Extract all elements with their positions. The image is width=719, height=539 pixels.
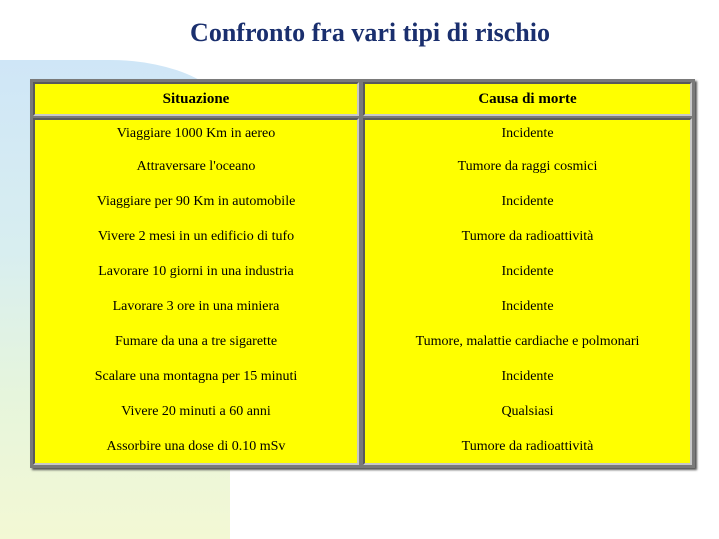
column-situazione bbox=[33, 118, 359, 465]
table-cell-situazione: Lavorare 3 ore in una miniera bbox=[112, 299, 280, 314]
table-cell-situazione: Fumare da una a tre sigarette bbox=[114, 334, 278, 349]
table-cell-causa: Incidente bbox=[501, 299, 554, 314]
table-cell-situazione: Vivere 2 mesi in un edificio di tufo bbox=[97, 229, 295, 244]
table-cell-situazione: Attraversare l'oceano bbox=[136, 159, 256, 174]
table-cell-situazione: Viaggiare 1000 Km in aereo bbox=[116, 126, 276, 141]
header-causa: Causa di morte bbox=[363, 82, 692, 116]
table-cell-causa: Tumore da raggi cosmici bbox=[457, 159, 598, 174]
risk-table bbox=[30, 79, 695, 468]
table-cell-causa: Tumore da radioattività bbox=[461, 229, 594, 244]
page-title: Confronto fra vari tipi di rischio bbox=[190, 18, 550, 47]
table-cell-causa: Incidente bbox=[501, 369, 554, 384]
table-cell-causa: Incidente bbox=[501, 194, 554, 209]
table-cell-causa: Tumore da radioattività bbox=[461, 439, 594, 454]
table-cell-causa: Incidente bbox=[501, 126, 554, 141]
table-cell-situazione: Scalare una montagna per 15 minuti bbox=[94, 369, 298, 384]
table-cell-causa: Incidente bbox=[501, 264, 554, 279]
table-cell-situazione: Vivere 20 minuti a 60 anni bbox=[121, 404, 271, 419]
header-situazione: Situazione bbox=[33, 82, 359, 116]
column-causa bbox=[363, 118, 692, 465]
table-cell-causa: Qualsiasi bbox=[501, 404, 554, 419]
table-cell-situazione: Lavorare 10 giorni in una industria bbox=[98, 264, 294, 279]
table-cell-situazione: Viaggiare per 90 Km in automobile bbox=[96, 194, 296, 209]
table-cell-situazione: Assorbire una dose di 0.10 mSv bbox=[106, 439, 286, 454]
table-cell-causa: Tumore, malattie cardiache e polmonari bbox=[415, 334, 640, 349]
